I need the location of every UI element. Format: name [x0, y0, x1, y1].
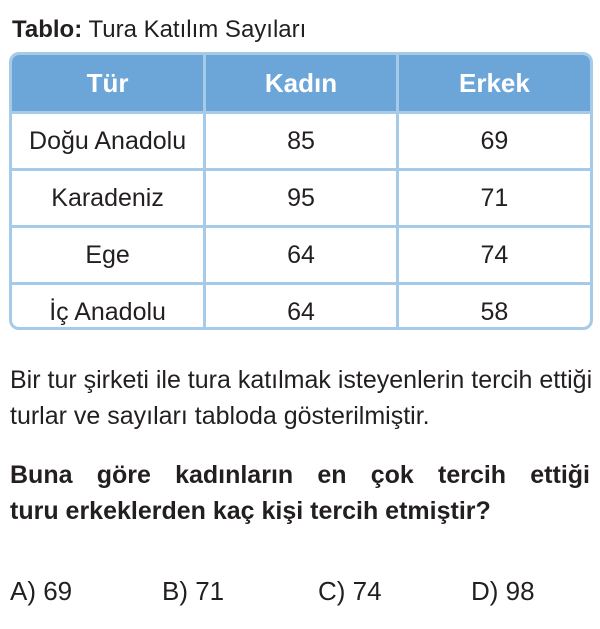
cell-female: 64 — [205, 227, 398, 284]
column-header-male: Erkek — [397, 55, 590, 113]
option-d[interactable]: D) 98 — [471, 576, 535, 606]
option-b[interactable]: B) 71 — [162, 576, 225, 606]
column-header-female: Kadın — [205, 55, 398, 113]
cell-male: 69 — [397, 113, 590, 170]
cell-type: İç Anadolu — [12, 284, 205, 331]
cell-male: 58 — [397, 284, 590, 331]
table-caption — [12, 14, 306, 46]
problem-statement: Bir tur şirketi ile tura katılmak isteyenlerin tercih ettiği turlar ve sayıları tabloda gösterilmiştir. — [10, 366, 593, 430]
option-c[interactable]: C) 74 — [318, 576, 382, 606]
table-row — [12, 170, 590, 227]
table-row — [12, 113, 590, 170]
caption-label: Tablo: — [12, 16, 83, 43]
option-a[interactable]: A) 69 — [10, 576, 73, 606]
cell-male: 74 — [397, 227, 590, 284]
cell-type: Karadeniz — [12, 170, 205, 227]
cell-type: Ege — [12, 227, 205, 284]
cell-female: 64 — [205, 284, 398, 331]
caption-title: Tura Katılım Sayıları — [88, 16, 307, 43]
table-row — [12, 284, 590, 331]
cell-male: 71 — [397, 170, 590, 227]
question-line-2: turu erkeklerden kaç kişi tercih etmiştir? — [10, 497, 491, 525]
table-row — [12, 227, 590, 284]
column-header-type: Tür — [12, 55, 205, 113]
participation-table — [9, 52, 593, 330]
cell-type: Doğu Anadolu — [29, 126, 187, 155]
table-header-row — [12, 55, 590, 113]
cell-female: 95 — [205, 170, 398, 227]
question-text — [10, 457, 590, 529]
cell-female: 85 — [205, 113, 398, 170]
question-line-1: Buna göre kadınların en çok tercih ettiği — [10, 461, 590, 489]
